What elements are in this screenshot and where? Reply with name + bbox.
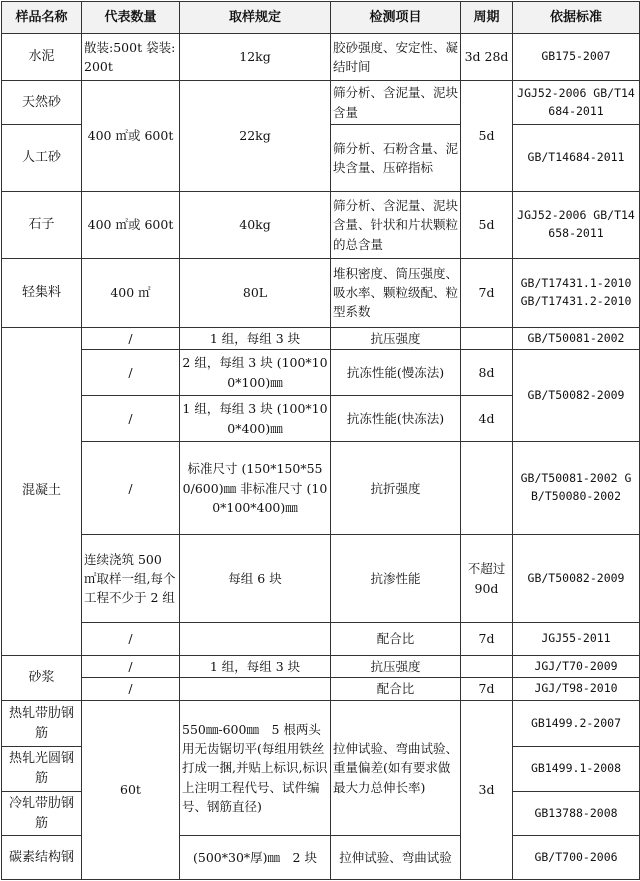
sampling-cell: 标准尺寸 (150*150*550/600)㎜ 非标准尺寸 (100*100*400)㎜ (180, 442, 331, 535)
period-cell: 不超过 90d (461, 535, 513, 623)
period-cell (461, 327, 513, 350)
period-cell: 3d 28d (461, 34, 513, 81)
standard-cell: GB/T50082-2009 (513, 535, 640, 623)
header-quantity: 代表数量 (82, 2, 180, 34)
test-cell: 筛分析、含泥量、泥块含量 (331, 80, 461, 125)
test-cell: 拉伸试验、弯曲试验 (331, 836, 461, 880)
sample-name-natural-sand: 天然砂 (2, 80, 82, 125)
period-cell: 5d (461, 80, 513, 191)
material-testing-table (1, 1, 640, 880)
period-cell (461, 442, 513, 535)
standard-cell: GB/T50081-2002 (513, 327, 640, 350)
sample-name-stone: 石子 (2, 192, 82, 259)
standard-cell: JGJ52-2006 GB/T14684-2011 (513, 80, 640, 125)
sample-name-hot-ribbed-bar: 热轧带肋钢筋 (2, 700, 82, 747)
table-row (2, 327, 640, 350)
standard-cell: GB175-2007 (513, 34, 640, 81)
test-cell: 筛分析、含泥量、泥块含量、针状和片状颗粒的总含量 (331, 192, 461, 259)
sample-name-cold-ribbed-bar: 冷轧带肋钢筋 (2, 791, 82, 836)
standard-cell: GB1499.1-2008 (513, 747, 640, 792)
sampling-cell: 550㎜-600㎜ 5 根两头用无齿锯切平(每组用铁丝打成一捆,并贴上标识,标识上注明工程代号、试件编号、钢筋直径) (180, 700, 331, 836)
test-cell: 配合比 (331, 623, 461, 655)
period-cell: 8d (461, 350, 513, 396)
sampling-cell: (500*30*厚)㎜ 2 块 (180, 836, 331, 880)
sampling-cell: 1 组，每组 3 块 (180, 327, 331, 350)
sample-name-carbon-steel: 碳素结构钢 (2, 836, 82, 880)
quantity-cell: 连续浇筑 500 ㎡取样一组,每个工程不少于 2 组 (82, 535, 180, 623)
sample-name-lightweight-aggregate: 轻集料 (2, 258, 82, 327)
header-standard: 依据标准 (513, 2, 640, 34)
sampling-cell (180, 623, 331, 655)
quantity-cell: / (82, 350, 180, 396)
sampling-cell: 1 组，每组 3 块 (180, 655, 331, 678)
standard-cell: GB1499.2-2007 (513, 700, 640, 747)
sampling-cell (180, 678, 331, 701)
standard-cell: GB/T700-2006 (513, 836, 640, 880)
sample-name-mortar: 砂浆 (2, 655, 82, 700)
test-cell: 抗渗性能 (331, 535, 461, 623)
quantity-cell: / (82, 442, 180, 535)
sampling-cell: 2 组，每组 3 块 (100*100*100)㎜ (180, 350, 331, 396)
period-cell: 7d (461, 258, 513, 327)
standard-cell: JGJ52-2006 GB/T14658-2011 (513, 192, 640, 259)
period-cell: 7d (461, 623, 513, 655)
header-sample-name: 样品名称 (2, 2, 82, 34)
standard-cell: GB13788-2008 (513, 791, 640, 836)
period-cell (461, 655, 513, 678)
test-cell: 筛分析、石粉含量、泥块含量、压碎指标 (331, 125, 461, 192)
table-row (2, 655, 640, 678)
standard-cell: JGJ55-2011 (513, 623, 640, 655)
quantity-cell: 散装:500t 袋装:200t (82, 34, 180, 81)
test-cell: 抗折强度 (331, 442, 461, 535)
test-cell: 胶砂强度、安定性、凝结时间 (331, 34, 461, 81)
test-cell: 堆积密度、筒压强度、吸水率、颗粒级配、粒型系数 (331, 258, 461, 327)
standard-cell: GB/T50082-2009 (513, 350, 640, 442)
table-row (2, 535, 640, 623)
sample-name-concrete: 混凝土 (2, 327, 82, 655)
sampling-cell: 80L (180, 258, 331, 327)
quantity-cell: / (82, 327, 180, 350)
quantity-cell: 60t (82, 700, 180, 879)
table-row (2, 678, 640, 701)
header-period: 周期 (461, 2, 513, 34)
sample-name-hot-round-bar: 热轧光圆钢筋 (2, 747, 82, 792)
period-cell: 4d (461, 395, 513, 442)
quantity-cell: / (82, 623, 180, 655)
standard-cell: JGJ/T70-2009 (513, 655, 640, 678)
standard-cell: GB/T14684-2011 (513, 125, 640, 192)
sample-name-cement: 水泥 (2, 34, 82, 81)
test-cell: 抗冻性能(快冻法) (331, 395, 461, 442)
table-row (2, 623, 640, 655)
table-row (2, 700, 640, 747)
quantity-cell: 400 ㎡或 600t (82, 80, 180, 191)
sampling-cell: 每组 6 块 (180, 535, 331, 623)
table-row (2, 442, 640, 535)
test-cell: 抗压强度 (331, 655, 461, 678)
header-row (2, 2, 640, 34)
standard-cell: GB/T17431.1-2010 GB/T17431.2-2010 (513, 258, 640, 327)
test-cell: 配合比 (331, 678, 461, 701)
sampling-cell: 40kg (180, 192, 331, 259)
table-row (2, 258, 640, 327)
quantity-cell: 400 ㎡ (82, 258, 180, 327)
standard-cell: JGJ/T98-2010 (513, 678, 640, 701)
table-row (2, 350, 640, 396)
quantity-cell: / (82, 678, 180, 701)
quantity-cell: / (82, 395, 180, 442)
period-cell: 3d (461, 700, 513, 879)
sampling-cell: 1 组，每组 3 块 (100*100*400)㎜ (180, 395, 331, 442)
test-cell: 拉伸试验、弯曲试验、重量偏差(如有要求做最大力总伸长率) (331, 700, 461, 836)
standard-cell: GB/T50081-2002 GB/T50080-2002 (513, 442, 640, 535)
period-cell: 7d (461, 678, 513, 701)
test-cell: 抗压强度 (331, 327, 461, 350)
sampling-cell: 22kg (180, 80, 331, 191)
header-sampling-rule: 取样规定 (180, 2, 331, 34)
quantity-cell: / (82, 655, 180, 678)
sampling-cell: 12kg (180, 34, 331, 81)
table-row (2, 192, 640, 259)
table-row (2, 34, 640, 81)
table-row (2, 80, 640, 125)
test-cell: 抗冻性能(慢冻法) (331, 350, 461, 396)
header-test-items: 检测项目 (331, 2, 461, 34)
sample-name-artificial-sand: 人工砂 (2, 125, 82, 192)
period-cell: 5d (461, 192, 513, 259)
quantity-cell: 400 ㎡或 600t (82, 192, 180, 259)
